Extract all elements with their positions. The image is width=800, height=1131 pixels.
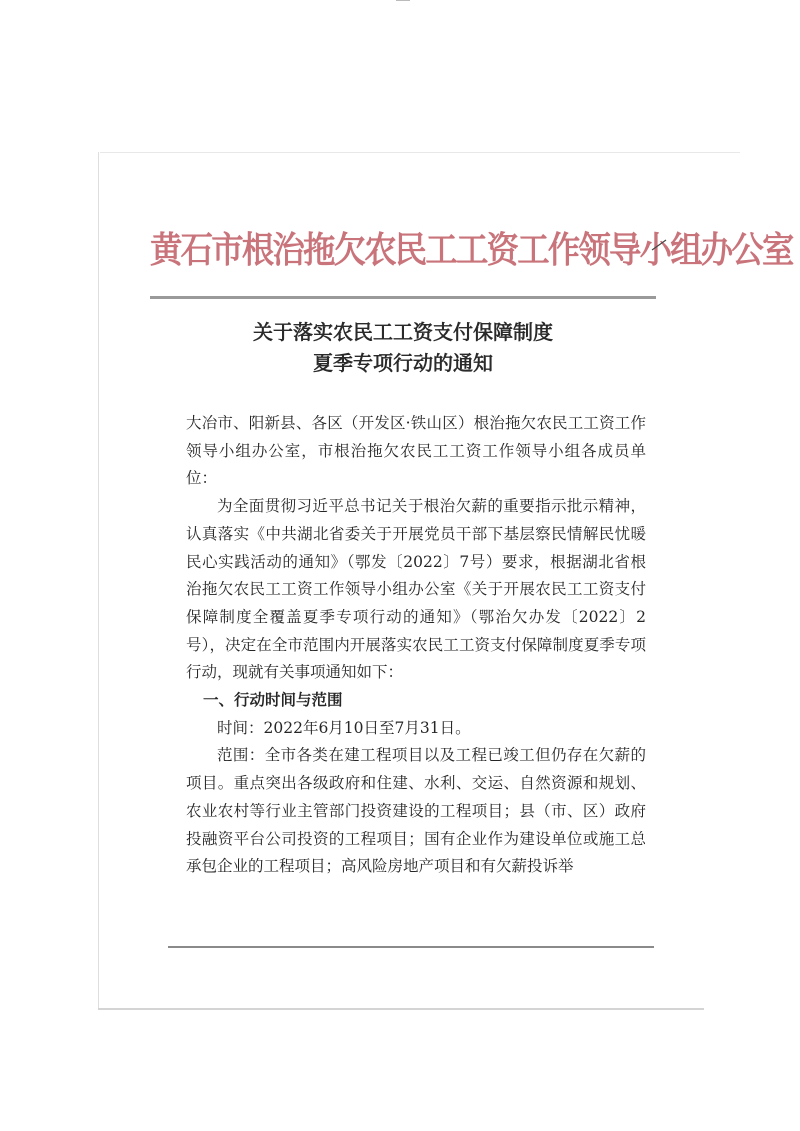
scan-edge-bottom xyxy=(98,1008,704,1010)
intro-paragraph: 为全面贯彻习近平总书记关于根治欠薪的重要指示批示精神，认真落实《中共湖北省委关于开展党员干部下基层察民情解民忧暖民心实践活动的通知》（鄂发〔2022〕7号）要求，根据湖北省根治拖欠农民工工资工作领导小组办公室《关于开展农民工工资支付保障制度全覆盖夏季专项行动的通知》（鄂治欠办发〔2022〕2号），决定在全市范围内开展落实农民工工资支付保障制度夏季专项行动，现就有关事项通知如下： xyxy=(186,497,646,682)
scope-paragraph: 范围：全市各类在建工程项目以及工程已竣工但仍存在欠薪的项目。重点突出各级政府和住建、水利、交运、自然资源和规划、农业农村等行业主管部门投资建设的工程项目；县（市、区）政府投融资平台公司投资的工程项目；国有企业作为建设单位或施工总承包企业的工程项目；高风险房地产项目和有欠薪投诉举 xyxy=(186,746,646,876)
scan-artifact-mark xyxy=(396,0,410,1)
footer-divider-rule xyxy=(168,946,654,948)
section-heading: 一、行动时间与范围 xyxy=(203,691,343,710)
scan-edge-left xyxy=(98,152,99,1010)
scan-edge-top xyxy=(100,152,740,153)
pen-stroke-mark xyxy=(650,238,668,252)
issuing-office-header: 黄石市根治拖欠农民工工资工作领导小组办公室 xyxy=(150,229,793,271)
header-divider-rule xyxy=(150,296,656,299)
time-line: 时间：2022年6月10日至7月31日。 xyxy=(217,718,471,737)
document-body xyxy=(186,410,646,881)
document-title-line-2: 夏季专项行动的通知 xyxy=(313,351,493,375)
document-title-line-1: 关于落实农民工工资支付保障制度 xyxy=(253,320,553,344)
salutation: 大冶市、阳新县、各区（开发区·铁山区）根治拖欠农民工工资工作领导小组办公室，市根治拖欠农民工工资工作领导小组各成员单位： xyxy=(186,414,646,488)
